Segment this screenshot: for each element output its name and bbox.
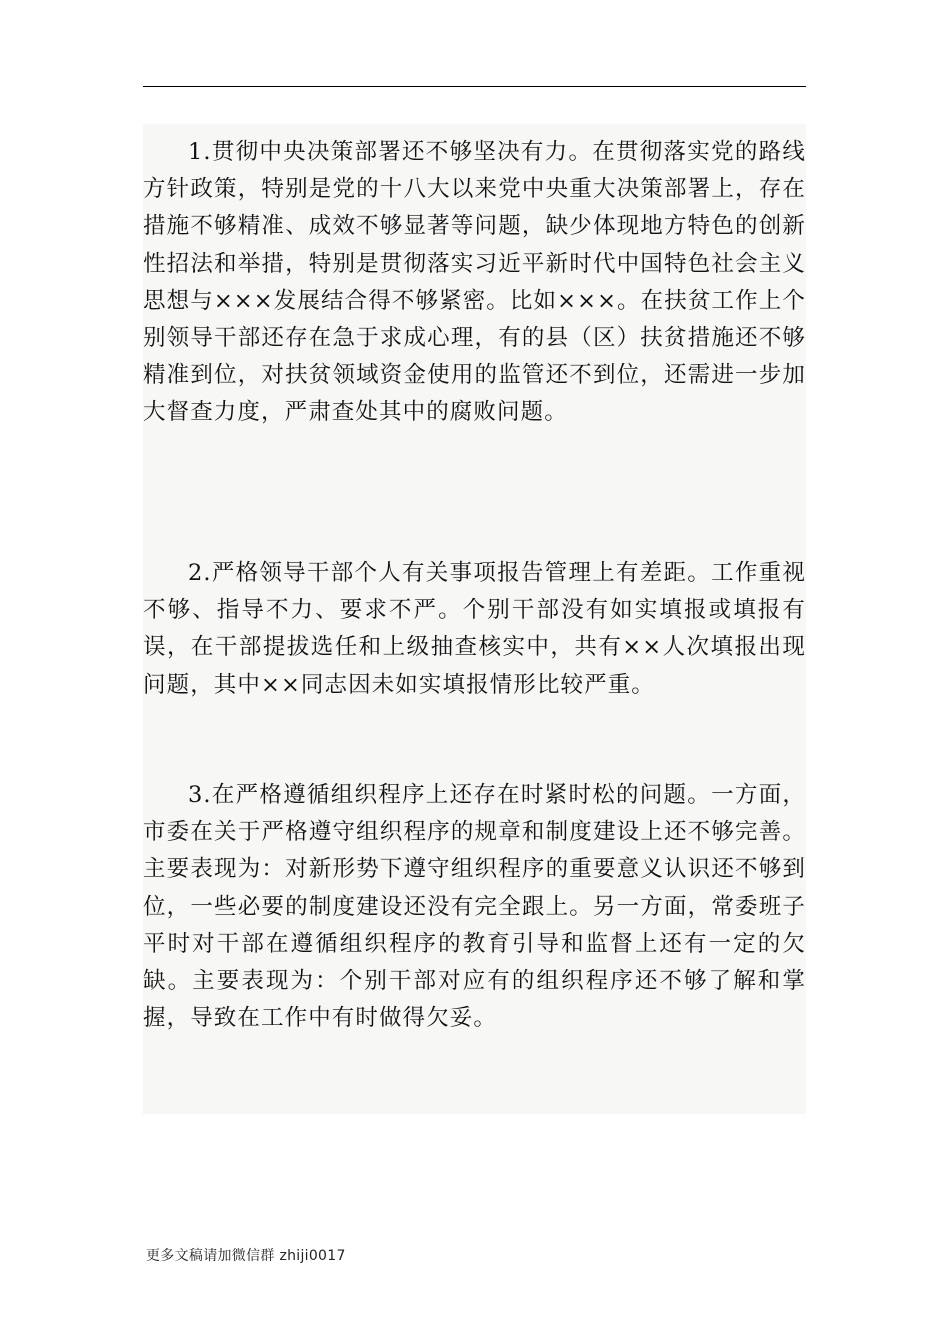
header-divider <box>143 86 806 87</box>
paragraph-3: 3.在严格遵循组织程序上还存在时紧时松的问题。一方面，市委在关于严格遵守组织程序的规章和制度建设上还不够完善。主要表现为：对新形势下遵守组织程序的重要意义认识还不够到位，一些必要的制度建设还没有完全跟上。另一方面，常委班子平时对干部在遵循组织程序的教育引导和监督上还有一定的欠缺。主要表现为：个别干部对应有的组织程序还不够了解和掌握，导致在工作中有时做得欠妥。 <box>143 782 806 1032</box>
document-body <box>143 124 806 1114</box>
paragraph-1: 1.贯彻中央决策部署还不够坚决有力。在贯彻落实党的路线方针政策，特别是党的十八大以来党中央重大决策部署上，存在措施不够精准、成效不够显著等问题，缺少体现地方特色的创新性招法和举措，特别是贯彻落实习近平新时代中国特色社会主义思想与×××发展结合得不够紧密。比如×××。在扶贫工作上个别领导干部还存在急于求成心理，有的县（区）扶贫措施还不够精准到位，对扶贫领域资金使用的监管还不到位，还需进一步加大督查力度，严肃查处其中的腐败问题。 <box>143 139 806 426</box>
paragraph-2: 2.严格领导干部个人有关事项报告管理上有差距。工作重视不够、指导不力、要求不严。个别干部没有如实填报或填报有误，在干部提拔选任和上级抽查核实中，共有××人次填报出现问题，其中××同志因未如实填报情形比较严重。 <box>143 560 806 698</box>
footer-note: 更多文稿请加微信群 zhiji0017 <box>146 1248 346 1264</box>
